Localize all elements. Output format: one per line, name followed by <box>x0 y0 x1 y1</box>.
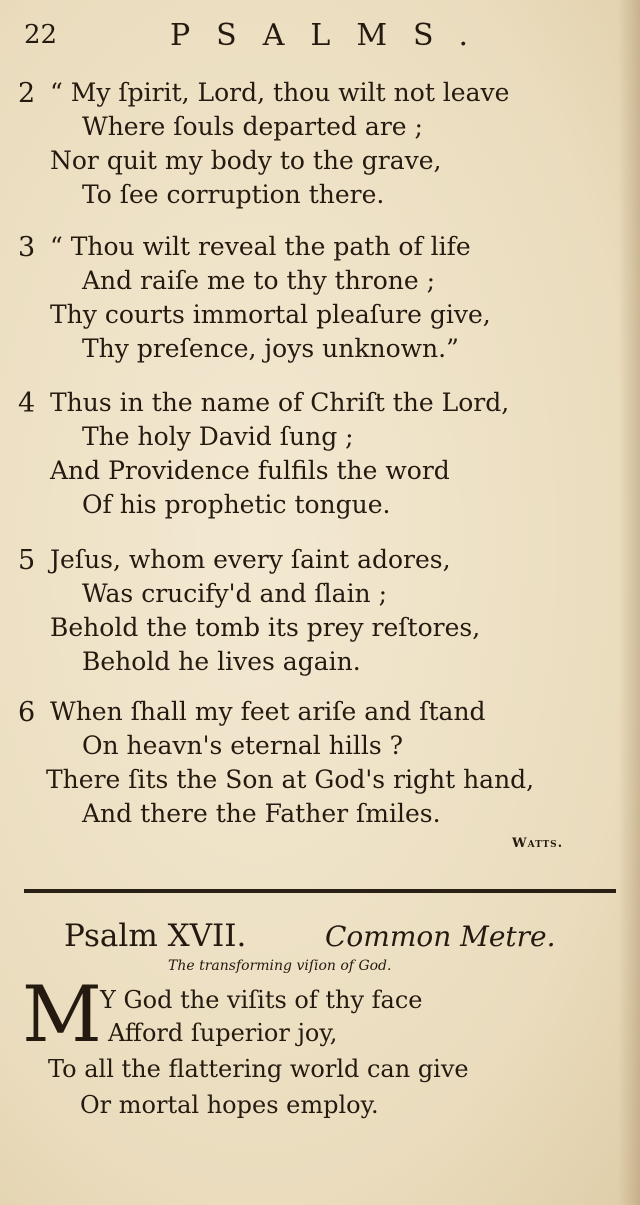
verse-line: Behold he lives again. <box>82 647 361 676</box>
verse-line: “ My ſpirit, Lord, thou wilt not leave <box>50 78 510 107</box>
stanza-number: 6 <box>18 697 36 728</box>
stanza-number: 2 <box>18 78 36 109</box>
verse-line: Nor quit my body to the grave, <box>50 146 442 175</box>
verse-line: Was crucify'd and ſlain ; <box>82 579 388 608</box>
verse-line: And raiſe me to thy throne ; <box>82 266 436 295</box>
verse-line: Behold the tomb its prey reſtores, <box>50 613 481 642</box>
verse-line: Thus in the name of Chriſt the Lord, <box>50 388 510 417</box>
running-title: PSALMS. <box>170 18 495 53</box>
verse-line: Where ſouls departed are ; <box>82 112 423 141</box>
section-divider <box>24 889 616 893</box>
stanza-number: 4 <box>18 388 36 419</box>
stanza-number: 3 <box>18 232 36 263</box>
verse-line: The holy David ſung ; <box>82 422 354 451</box>
page-edge-shadow <box>618 0 640 1205</box>
verse-line: Of his prophetic tongue. <box>82 490 391 519</box>
verse-line: Y God the viſits of thy face <box>100 986 423 1014</box>
page-header <box>0 18 640 58</box>
verse-line: Thy courts immortal pleaſure give, <box>50 300 491 329</box>
verse-line: Or mortal hopes employ. <box>80 1091 379 1119</box>
verse-line: To ſee corruption there. <box>82 180 385 209</box>
verse-line: Jeſus, whom every ſaint adores, <box>50 545 451 574</box>
page-number: 22 <box>24 20 58 50</box>
verse-line: On heavn's eternal hills ? <box>82 731 404 760</box>
verse-line: And Providence fulfils the word <box>50 456 450 485</box>
psalm-subtitle: The transforming viſion of God. <box>168 958 392 974</box>
verse-line: When ſhall my feet ariſe and ſtand <box>50 697 486 726</box>
verse-line: Thy preſence, joys unknown.” <box>82 334 459 363</box>
stanza-number: 5 <box>18 545 36 576</box>
verse-line: And there the Father ſmiles. <box>82 799 441 828</box>
metre-label: Common Metre. <box>325 920 556 953</box>
author-signature: Watts. <box>512 836 564 851</box>
psalm-title: Psalm XVII. <box>64 918 247 954</box>
verse-line: There ſits the Son at God's right hand, <box>46 765 535 794</box>
drop-cap: M <box>22 970 102 1060</box>
verse-line: To all the flattering world can give <box>48 1055 469 1083</box>
verse-line: Afford ſuperior joy, <box>108 1019 338 1047</box>
verse-line: “ Thou wilt reveal the path of life <box>50 232 471 261</box>
